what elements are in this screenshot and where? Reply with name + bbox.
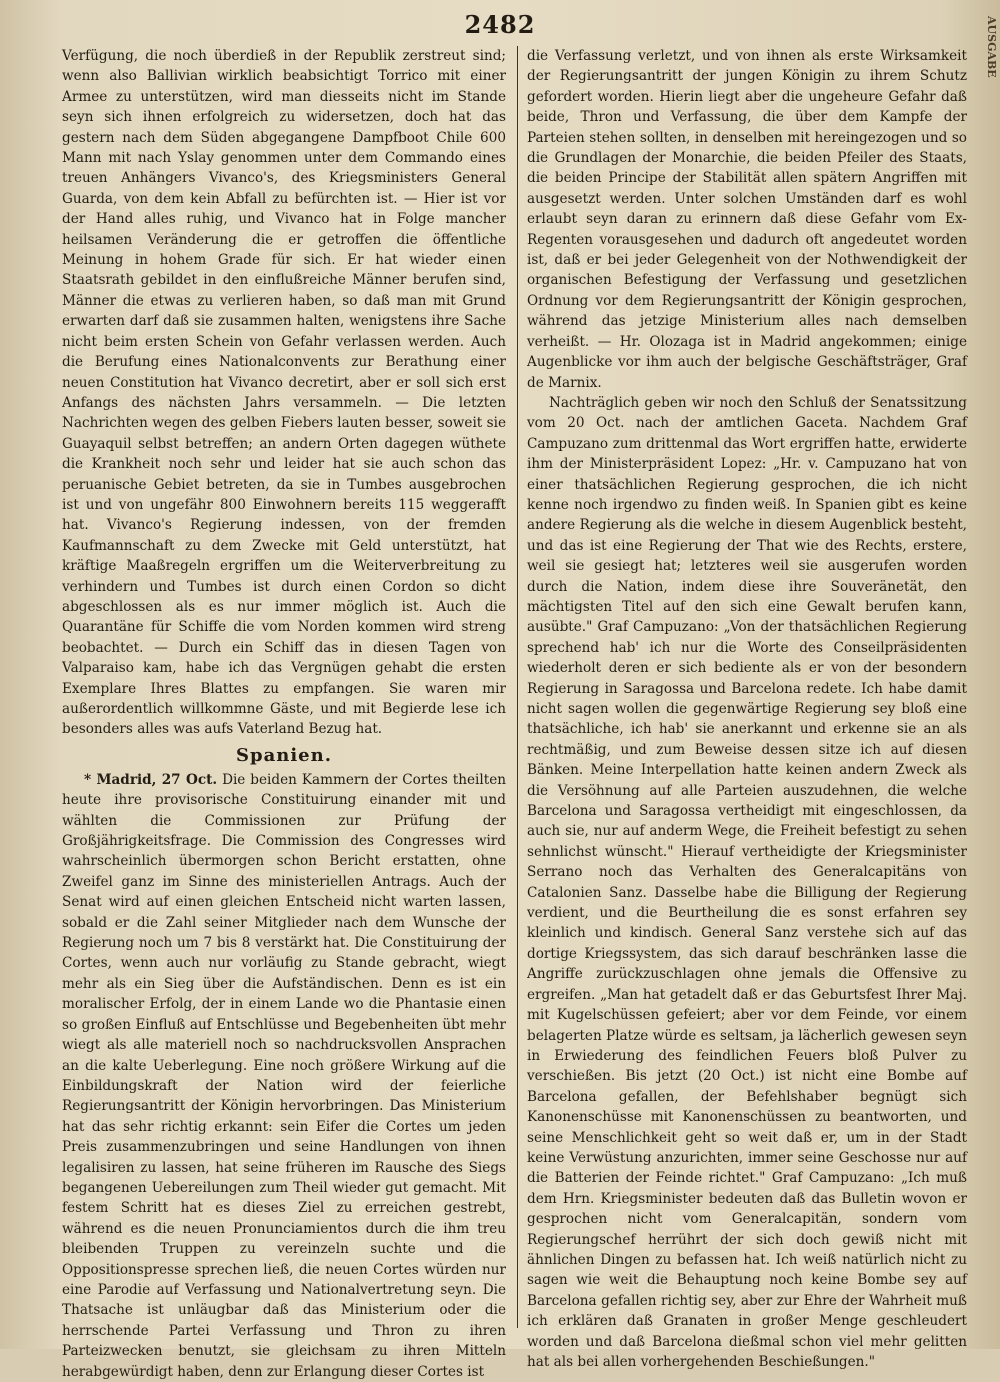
section-heading-spanien: Spanien. bbox=[236, 744, 332, 766]
left-paragraph-continuation: Verfügung, die noch überdieß in der Republik zerstreut sind; wenn also Ballivian wirklich beabsichtigt Torrico mit einer Armee zu unterstützen, wird man diesseits nicht im Stande seyn sich ihnen erfolgreich zu widersetzen, doch hat das gestern nach dem Süden abgegangene Dampfboot Chile 600 Mann mit nach Yslay genommen unter dem Commando eines treuen Anhängers Vivanco's, des Kriegsministers General Guarda, von dem kein Abfall zu befürchten ist. — Hier ist vor der Hand alles ruhig, und Vivanco hat in Folge mancher heilsamen Veränderung die er getroffen die öffentliche Meinung in hohem Grade für sich. Er hat wieder einen Staatsrath gebildet in den einflußreiche Männer berufen sind, Männer die etwas zu verlieren haben, so daß man mit Grund erwarten darf daß sie zusammen halten, wenigstens ihre Sache nicht beim ersten Schein von Gefahr verlassen werden. Auch die Berufung eines Nationalconvents zur Berathung einer neuen Constitution hat Vivanco decretirt, aber er soll sich erst Anfangs des nächsten Jahrs versammeln. — Die letzten Nachrichten wegen des gelben Fiebers lauten besser, soweit sie Guayaquil selbst betreffen; an andern Orten dagegen wüthete die Krankheit noch sehr und leider hat sie auch schon das peruanische Gebiet betreten, da sie in Tumbes ausgebrochen ist und von ungefähr 800 Einwohnern bereits 115 weggerafft hat. Vivanco's Regierung indessen, von der fremden Kaufmannschaft zu dem Zwecke mit Geld unterstützt, hat kräftige Maaßregeln ergriffen um die Weiterverbreitung zu verhindern und Tumbes ist durch einen Cordon so dicht abgeschlossen als es nur immer möglich ist. Auch die Quarantäne für Schiffe die vom Norden kommen wird streng beobachtet. — Durch ein Schiff das in diesen Tagen von Valparaiso kam, habe ich das Vergnügen gehabt die ersten Exemplare Ihres Blattes zu empfangen. Sie waren mir außerordentlich willkommne Gäste, und mit Begierde lese ich besonders alles was aufs Vaterland Bezug hat. bbox=[62, 48, 506, 738]
right-paragraph-continuation: die Verfassung verletzt, und von ihnen als erste Wirksamkeit der Regierungsantritt der jungen Königin zu ihrem Schutz gefordert worden. Hierin liegt aber die ungeheure Gefahr daß beide, Thron und Verfassung, die über dem Kampfe der Parteien stehen sollten, in denselben mit hereingezogen und so die Grundlagen der Monarchie, die beiden Pfeiler des Staats, die beiden Principe der Stabilität allen spätern Angriffen mit ausgesetzt werden. Unter solchen Umständen darf es wohl erlaubt seyn daran zu erinnern daß diese Gefahr vom Ex-Regenten vorausgesehen und dadurch oft angedeutet worden ist, daß er bei jeder Gelegenheit von der Nothwendigkeit der organischen Befestigung der Verfassung und gesetzlichen Ordnung vor dem Regierungsantritt der Königin gesprochen, während das jetzige Ministerium alles nach demselben verheißt. — Hr. Olozaga ist in Madrid angekommen; einige Augenblicke vor ihm auch der belgische Geschäftsträger, Graf de Marnix. bbox=[527, 48, 967, 391]
column-divider bbox=[517, 46, 518, 1328]
madrid-report-text: Die beiden Kammern der Cortes theilten heute ihre provisorische Constituirung einander mit und wählten die Commissionen zur Prüfung der Großjährigkeitsfrage. Die Commission des Congresses wird wahrscheinlich übermorgen schon Bericht erstatten, ohne Zweifel ganz im Sinne des ministeriellen Antrags. Auch der Senat wird auf einen gleichen Entscheid nicht warten lassen, sobald er die Zahl seiner Mitglieder nach dem Wunsche der Regierung noch um 7 bis 8 verstärkt hat. Die Constituirung der Cortes, wenn auch nur vorläufig zu Stande gebracht, wiegt mehr als ein Sieg über die Aufständischen. Denn es ist ein moralischer Erfolg, der in einem Lande wo die Phantasie einen so großen Einfluß auf Entschlüsse und Begebenheiten übt mehr wiegt als alle materiell noch so nachdrucksvollen Ansprachen an die kalte Ueberlegung. Eine noch größere Wirkung auf die Einbildungskraft der Nation wird der feierliche Regierungsantritt der Königin hervorbringen. Das Ministerium hat das sehr richtig erkannt: sein Eifer die Cortes um jeden Preis zusammenzubringen und seine Handlungen von ihnen legalisiren zu lassen, hat seine früheren im Rausche des Siegs begangenen Uebereilungen zum Theil wieder gut gemacht. Mit festem Schritt hat es dieses Ziel zu erreichen gestrebt, während es die neuen Pronunciamientos durch die ihm treu bleibenden Truppen zu vereinzeln suchte und die Oppositionspresse sprechen ließ, die neuen Cortes würden nur eine Parodie auf Verfassung und Nationalvertretung seyn. Die Thatsache ist unläugbar daß das Ministerium oder die herrschende Partei Verfassung und Thron zu ihren Parteizwecken benutzt, sie gleichsam zu ihren Mitteln herabgewürdigt haben, denn zur Erlangung dieser Cortes ist bbox=[62, 771, 506, 1380]
dateline: * Madrid, 27 Oct. bbox=[84, 771, 218, 788]
right-column bbox=[527, 46, 967, 1370]
page-number: 2482 bbox=[464, 10, 536, 39]
senate-session-report: Nachträglich geben wir noch den Schluß der Senatssitzung vom 20 Oct. nach der amtlichen Gaceta. Nachdem Graf Campuzano zum drittenmal das Wort ergriffen hatte, erwiderte ihm der Ministerpräsident Lopez: „Hr. v. Campuzano hat von einer thatsächlichen Regierung gesprochen, die ich nicht kenne noch irgendwo zu finden weiß. In Spanien gibt es keine andere Regierung als die welche in diesem Augenblick besteht, und das ist eine Regierung der That wie des Rechts, erstere, weil sie gesiegt hat; letzteres weil sie ausgerufen worden durch die Nation, indem diese ihre Souveränetät, den mächtigsten Titel auf den sich eine Gewalt berufen kann, ausübte." Graf Campuzano: „Von der thatsächlichen Regierung sprechend hab' ich nur die Worte des Conseilpräsidenten wiederholt deren er sich bediente als er von der besondern Regierung in Saragossa und Barcelona redete. Ich habe damit nicht sagen wollen die gegenwärtige Regierung sey bloß eine thatsächliche, ich hab' sie anerkannt und erkenne sie an als rechtmäßig, und zum Beweise dessen sitze ich auf diesen Bänken. Meine Interpellation hatte keinen andern Zweck als die Versöhnung auf alle Parteien auszudehnen, die welche Barcelona und Saragossa vertheidigt mit eingeschlossen, da auch sie, nur auf anderm Wege, die Freiheit befestigt zu sehen sehnlichst wünscht." Hierauf vertheidigte der Kriegsminister Serrano noch das Verhalten des Generalcapitäns von Catalonien Sanz. Dasselbe habe die Billigung der Regierung verdient, und die Beurtheilung die es sonst erfahren sey kleinlich und kindisch. General Sanz verstehe sich auf das dortige Kriegssystem, das sich darauf beschränken lasse die Angriffe zurückzuschlagen ohne jemals die Offensive zu ergreifen. „Man hat getadelt daß er das Geburtsfest Ihrer Maj. mit Kugelschüssen gefeiert; aber vor dem Feinde, vor einem belagerten Platze würde es seltsam, ja lächerlich gewesen seyn in Erwiederung des feindlichen Feuers bloß Pulver zu verschießen. Bis jetzt (20 Oct.) ist nicht eine Bombe auf Barcelona gefallen, der Befehlshaber begnügt sich Kanonenschüsse mit Kanonenschüssen zu beantworten, und seine Menschlichkeit geht so weit daß er, um in der Stadt keine Verwüstung anzurichten, immer seine Geschosse nur auf die Batterien der Feinde richtet." Graf Campuzano: „Ich muß dem Hrn. Kriegsminister bedeuten daß das Bulletin wovon er gesprochen nicht vom Generalcapitän, sondern vom Regierungschef herrührt der sich doch gewiß nicht mit ähnlichen Dingen zu befassen hat. Ich weiß natürlich nicht zu sagen wie weit die Behauptung noch keine Bombe sey auf Barcelona gefallen richtig sey, aber zur Ehre der Wahrheit muß ich erklären daß Granaten in großer Menge geschleudert worden und daß Barcelona dießmal schon viel mehr gelitten hat als bei allen vorhergehenden Beschießungen." bbox=[527, 394, 967, 1370]
madrid-report bbox=[62, 770, 506, 1382]
left-column bbox=[62, 46, 506, 1380]
edge-text: AUSGABE bbox=[985, 16, 998, 78]
